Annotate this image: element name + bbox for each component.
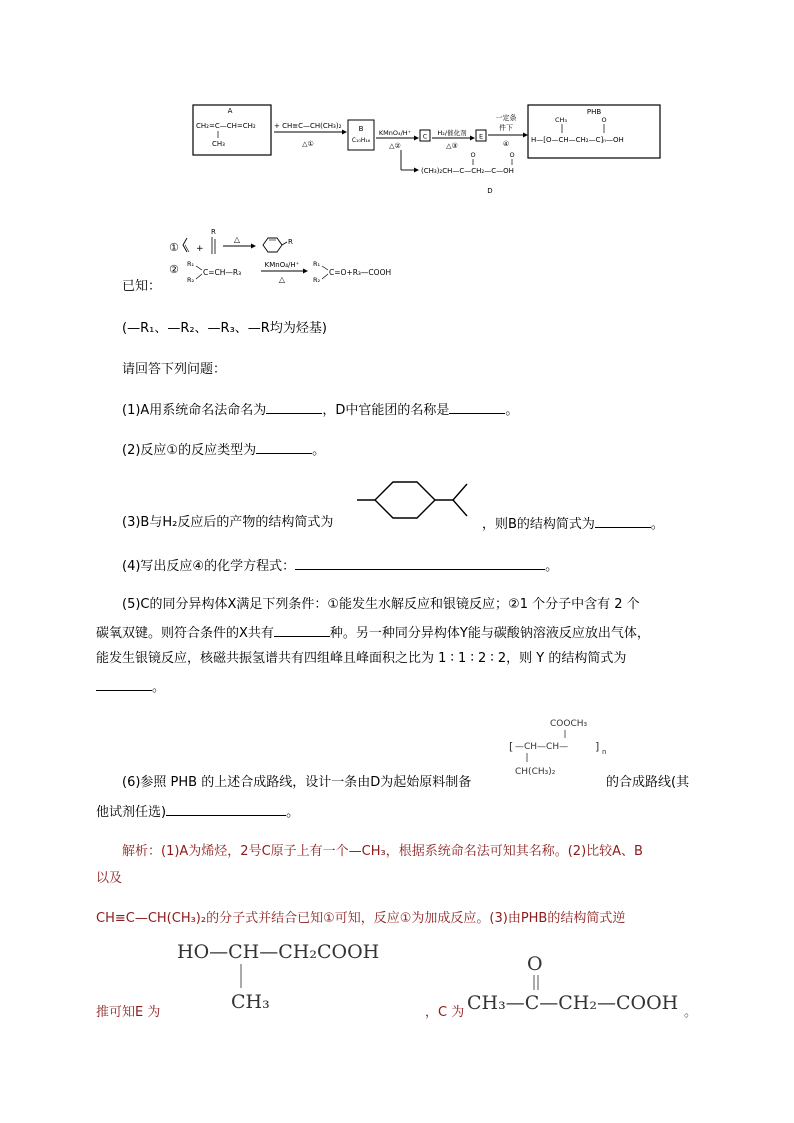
answer-blank-4[interactable]: [295, 557, 545, 570]
known-2-condition-bottom: △: [278, 275, 286, 284]
question-3-part-b: [482, 515, 664, 533]
question-4: [122, 557, 558, 575]
question-5-text-a: 碳氧双键。则符合条件的X共有: [96, 626, 274, 641]
questions-prompt: 请回答下列问题：: [122, 362, 227, 377]
question-3-text-c: 。: [650, 517, 664, 532]
question-2-text-b: 。: [312, 443, 326, 458]
question-2: [122, 441, 325, 459]
analysis-line-1: 解析：(1)A为烯烃，2号C原子上有一个—CH₃，根据系统命名法可知其名称。(2)比较A、B: [122, 844, 643, 859]
step3-label: △③: [446, 142, 458, 150]
analysis-line-4-end: 。: [684, 1005, 698, 1020]
question-4-text-b: 。: [545, 559, 559, 574]
alkyne-formula: + CH≡C—CH(CH₃)₂: [274, 122, 342, 130]
known-2-r1-product: R₁: [313, 260, 321, 268]
question-6-text-d: 。: [286, 805, 300, 820]
question-5-line-3: 能发生银镜反应，核磁共振氢谱共有四组峰且峰面积之比为 1 ∶ 1 ∶ 2 ∶ 2，则 Y 的结构简式为: [96, 651, 627, 666]
phb-label: PHB: [586, 108, 602, 116]
svg-text:+: +: [196, 244, 204, 254]
compound-e-methyl: CH₃: [231, 991, 270, 1013]
step2-label: △②: [389, 142, 401, 150]
compound-c-formula-text: CH₃—C—CH₂—COOH: [467, 992, 679, 1014]
answer-blank-5a[interactable]: [274, 624, 330, 637]
question-3-text-a: (3)B与H₂反应后的产物的结构简式为: [122, 515, 334, 530]
synthesis-scheme: [190, 100, 670, 200]
known-2-r1: R₁: [187, 260, 195, 268]
question-4-text-a: (4)写出反应④的化学方程式：: [122, 559, 296, 574]
question-6-text-a: (6)参照 PHB 的上述合成路线，设计一条由D为起始原料制备: [122, 775, 472, 790]
question-5-line-1: (5)C的同分异构体X满足下列条件：①能发生水解反应和银镜反应；②1 个分子中含有 2 个: [122, 597, 640, 612]
compound-d-label: D: [487, 187, 493, 195]
known-2-number: ②: [169, 263, 179, 276]
b-hydrogenated-structure: [355, 474, 480, 532]
polymer-top-group: COOCH₃: [550, 719, 588, 729]
polymer-backbone: —CH—CH—: [515, 742, 569, 752]
compound-c-structure: [465, 950, 695, 1016]
known-reactions: [165, 224, 435, 290]
known-1-product-r: R: [288, 238, 293, 246]
question-5-text-c: 。: [152, 680, 166, 695]
polymer-n: n: [602, 748, 607, 756]
question-2-text-a: (2)反应①的反应类型为: [122, 443, 257, 458]
question-5-line-4: [96, 678, 165, 696]
analysis-e-intro: 推可知E 为: [96, 1005, 161, 1020]
question-1: [122, 401, 518, 419]
reagent2-label: KMnO₄/H⁺: [378, 129, 412, 137]
known-2-reactant: C=CH—R₃: [203, 268, 242, 277]
question-1-text-b: ，D中官能团的名称是: [322, 403, 450, 418]
known-1-number: ①: [169, 241, 179, 254]
question-1-text-a: (1)A用系统命名法命名为: [122, 403, 267, 418]
polymer-bracket-right: ]: [595, 740, 600, 753]
compound-d-carbonyl-1: O: [470, 151, 476, 159]
phb-carbonyl-o: O: [601, 116, 607, 124]
compound-b-label: B: [358, 125, 364, 133]
answer-blank-3[interactable]: [595, 515, 651, 528]
known-2-products: C=O+R₃—COOH: [329, 268, 392, 277]
polymer-bracket-left: [: [509, 740, 514, 753]
question-6-line-2: [96, 803, 299, 821]
compound-a-label: A: [227, 107, 233, 115]
compound-e-structure: [175, 936, 425, 1018]
phb-branch: CH₃: [555, 116, 568, 124]
question-1-text-c: 。: [505, 403, 519, 418]
compound-c-label: C: [422, 132, 428, 141]
question-6-line-1b: 的合成路线(其: [606, 775, 690, 790]
answer-blank-2[interactable]: [256, 441, 312, 454]
compound-c-carbonyl-o: O: [527, 953, 543, 975]
compound-a-formula: CH₂=C—CH=CH₂: [196, 122, 256, 130]
question-5-line-2: [96, 624, 650, 642]
analysis-line-4b: ，C 为: [425, 1005, 465, 1020]
known-1-condition: △: [233, 235, 241, 244]
question-3: [122, 515, 333, 531]
analysis-line-2: 以及: [96, 871, 123, 886]
question-6-text-c: 他试剂任选): [96, 805, 167, 820]
analysis-line-3: CH≡C—CH(CH₃)₂的分子式并结合已知①可知，反应①为加成反应。(3)由PHB的结构简式逆: [96, 911, 626, 926]
known-2-condition-top: KMnO₄/H⁺: [264, 261, 300, 269]
target-polymer-structure: [505, 712, 615, 784]
known-note: (—R₁、—R₂、—R₃、—R均为烃基): [122, 321, 327, 336]
known-2-r2: R₂: [187, 276, 195, 284]
phb-formula: H—[O—CH—CH₂—C]ₙ—OH: [531, 136, 624, 144]
compound-b-formula: C₁₀H₁₆: [351, 137, 371, 144]
compound-e-label: E: [478, 132, 484, 141]
compound-d-formula: (CH₃)₂CH—C—CH₂—C—OH: [421, 167, 514, 175]
analysis-line-4: [96, 1005, 160, 1021]
answer-blank-5b[interactable]: [96, 678, 152, 691]
answer-blank-6[interactable]: [166, 803, 286, 816]
reagent4-line2: 件下: [499, 124, 513, 132]
question-6-line-1: [122, 775, 471, 791]
reagent3-label: H₂/催化剂: [437, 129, 467, 137]
reagent4-line1: 一定条: [495, 114, 517, 122]
known-1-r: R: [211, 228, 216, 236]
compound-e-formula-text: HO—CH—CH₂COOH: [177, 941, 380, 963]
step4-label: ④: [502, 140, 510, 148]
known-2-r2-product: R₂: [313, 276, 321, 284]
compound-d-carbonyl-2: O: [509, 151, 515, 159]
step1-label: △①: [302, 140, 314, 148]
answer-blank-1a[interactable]: [266, 401, 322, 414]
answer-blank-1b[interactable]: [449, 401, 505, 414]
question-5-text-b: 种。另一种同分异构体Y能与碳酸钠溶液反应放出气体，: [329, 626, 650, 641]
compound-a-branch: CH₃: [212, 140, 225, 148]
known-label: 已知：: [122, 279, 162, 294]
polymer-bottom-group: CH(CH₃)₂: [515, 767, 556, 777]
question-3-text-b: ，则B的结构简式为: [482, 517, 595, 532]
